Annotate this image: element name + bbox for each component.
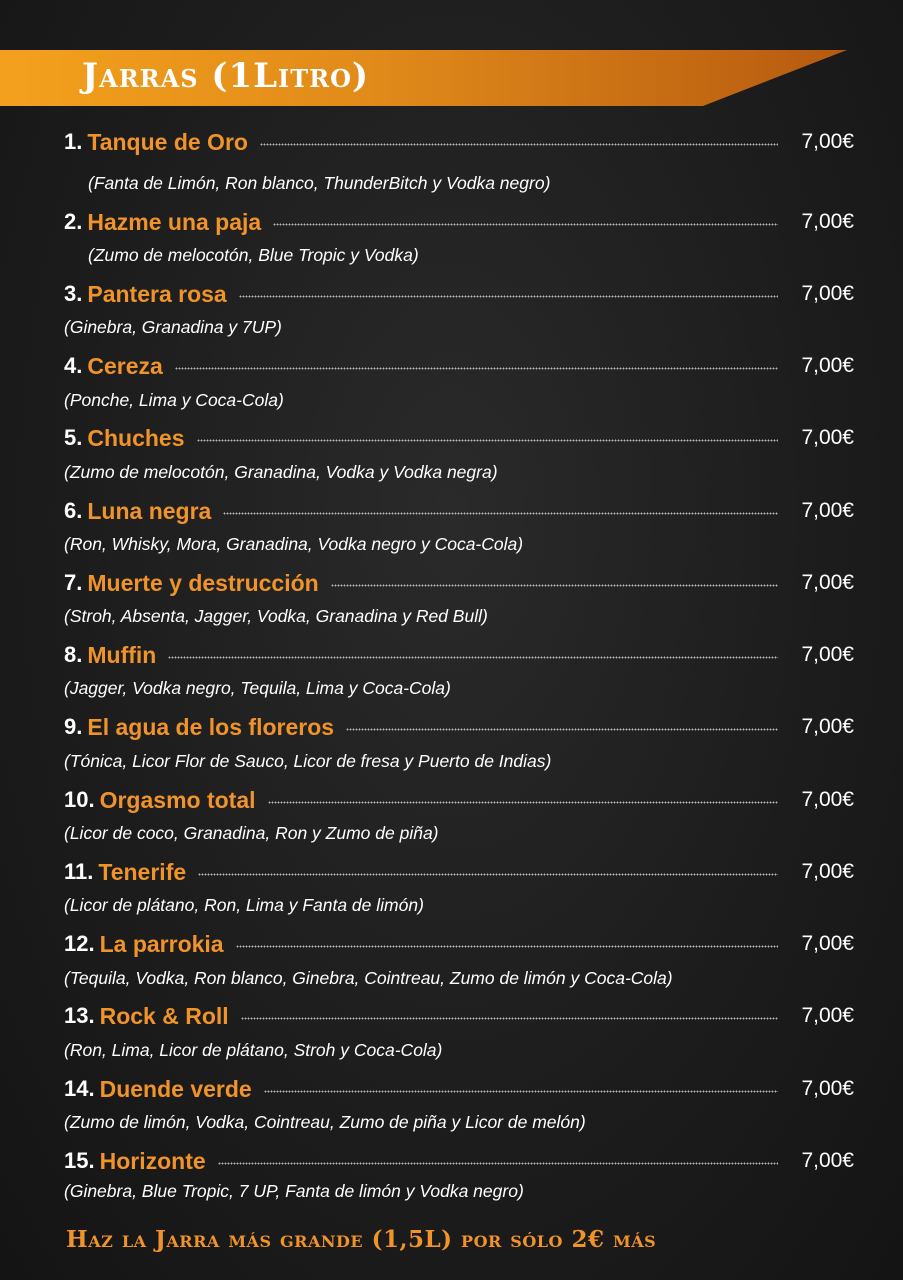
drink-price: 7,00€ (801, 715, 854, 738)
drink-price: 7,00€ (801, 354, 854, 377)
drink-ingredients: (Zumo de limón, Vodka, Cointreau, Zumo de piña y Licor de melón) (64, 1112, 586, 1132)
drink-row (64, 929, 854, 959)
dotted-leader (260, 143, 778, 149)
drink-number: 13. (64, 1003, 95, 1028)
drink-price: 7,00€ (801, 426, 854, 449)
drink-price: 7,00€ (801, 1004, 854, 1027)
drink-row (64, 712, 854, 742)
drink-ingredients: (Zumo de melocotón, Granadina, Vodka y Vodka negra) (64, 462, 498, 482)
drink-name: Pantera rosa (87, 280, 227, 307)
dotted-leader (168, 656, 778, 662)
drink-number: 6. (64, 498, 83, 523)
drink-ingredients: (Stroh, Absenta, Jagger, Vodka, Granadina y Red Bull) (64, 606, 488, 626)
drink-name: Muffin (87, 641, 157, 668)
drink-row (64, 1074, 854, 1104)
drink-price: 7,00€ (801, 130, 854, 153)
drink-name: Rock & Roll (99, 1002, 229, 1029)
drink-price: 7,00€ (801, 860, 854, 883)
drink-number: 10. (64, 787, 95, 812)
drink-name: Orgasmo total (99, 786, 256, 813)
drink-number: 14. (64, 1076, 95, 1101)
drink-name: La parrokia (99, 930, 224, 957)
drink-row (64, 1001, 854, 1031)
drink-price: 7,00€ (801, 571, 854, 594)
drink-row (64, 857, 854, 887)
drink-number: 4. (64, 353, 83, 378)
drink-ingredients: (Ron, Whisky, Mora, Granadina, Vodka negro y Coca-Cola) (64, 534, 524, 554)
drink-number: 12. (64, 931, 95, 956)
drink-price: 7,00€ (801, 932, 854, 955)
drink-name: Duende verde (99, 1075, 252, 1102)
drink-number: 7. (64, 570, 83, 595)
drink-row (64, 640, 854, 670)
drink-price: 7,00€ (801, 282, 854, 305)
drink-row (64, 207, 854, 237)
drink-ingredients: (Licor de plátano, Ron, Lima y Fanta de limón) (64, 895, 424, 915)
drink-name: Hazme una paja (87, 208, 262, 235)
dotted-leader (264, 1090, 778, 1096)
drink-row (64, 127, 854, 157)
dotted-leader (198, 873, 778, 879)
dotted-leader (331, 584, 778, 590)
drink-price: 7,00€ (801, 788, 854, 811)
drink-price: 7,00€ (801, 210, 854, 233)
drink-number: 8. (64, 642, 83, 667)
dotted-leader (197, 439, 779, 445)
drink-number: 2. (64, 209, 83, 234)
drink-price: 7,00€ (801, 1149, 854, 1172)
drink-ingredients: (Ginebra, Blue Tropic, 7 UP, Fanta de limón y Vodka negro) (64, 1181, 524, 1201)
drink-name: Horizonte (99, 1147, 206, 1174)
dotted-leader (236, 945, 778, 951)
drink-ingredients: (Tónica, Licor Flor de Sauco, Licor de fresa y Puerto de Indias) (64, 751, 552, 771)
drink-ingredients: (Ginebra, Granadina y 7UP) (64, 317, 282, 337)
drink-name: Muerte y destrucción (87, 569, 319, 596)
drink-name: Tenerife (98, 858, 187, 885)
dotted-leader (218, 1162, 778, 1168)
dotted-leader (268, 801, 778, 807)
drink-name: Chuches (87, 424, 185, 451)
drink-number: 11. (64, 859, 94, 884)
drink-row (64, 496, 854, 526)
dotted-leader (346, 728, 778, 734)
drink-ingredients: (Licor de coco, Granadina, Ron y Zumo de piña) (64, 823, 439, 843)
drink-number: 3. (64, 281, 83, 306)
drink-row (64, 279, 854, 309)
drink-ingredients: (Zumo de melocotón, Blue Tropic y Vodka) (88, 245, 419, 265)
drink-ingredients: (Jagger, Vodka negro, Tequila, Lima y Coca-Cola) (64, 678, 451, 698)
drink-name: Luna negra (87, 497, 212, 524)
drink-price: 7,00€ (801, 499, 854, 522)
drink-name: Tanque de Oro (87, 128, 248, 155)
dotted-leader (239, 295, 778, 301)
drink-name: Cereza (87, 352, 163, 379)
dotted-leader (241, 1017, 778, 1023)
dotted-leader (223, 512, 778, 518)
drink-row (64, 423, 854, 453)
page-title: Jarras (1Litro) (82, 56, 370, 96)
drink-ingredients: (Fanta de Limón, Ron blanco, ThunderBitch y Vodka negro) (88, 173, 551, 193)
dotted-leader (273, 223, 778, 229)
drink-number: 5. (64, 425, 83, 450)
drink-number: 9. (64, 714, 83, 739)
footer-note: Haz la Jarra más grande (1,5L) por sólo 2€ más (66, 1226, 657, 1253)
drink-ingredients: (Tequila, Vodka, Ron blanco, Ginebra, Cointreau, Zumo de limón y Coca-Cola) (64, 968, 673, 988)
drink-row (64, 1146, 854, 1176)
drink-price: 7,00€ (801, 643, 854, 666)
drink-ingredients: (Ponche, Lima y Coca-Cola) (64, 390, 284, 410)
dotted-leader (175, 367, 778, 373)
drink-row (64, 568, 854, 598)
drink-row (64, 785, 854, 815)
drink-ingredients: (Ron, Lima, Licor de plátano, Stroh y Coca-Cola) (64, 1040, 443, 1060)
drink-number: 15. (64, 1148, 95, 1173)
drink-row (64, 351, 854, 381)
drink-number: 1. (64, 129, 83, 154)
drink-price: 7,00€ (801, 1077, 854, 1100)
drink-name: El agua de los floreros (87, 713, 335, 740)
